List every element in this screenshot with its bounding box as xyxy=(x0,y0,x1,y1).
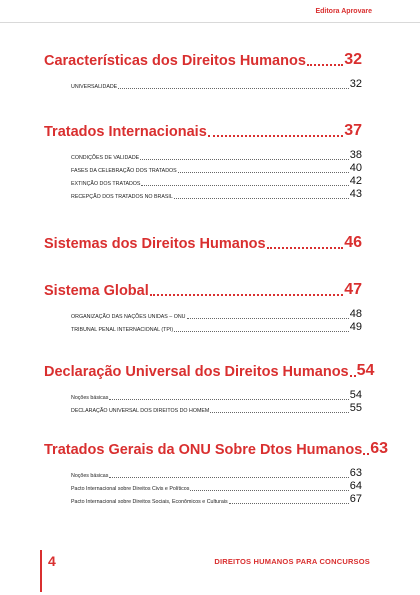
toc-entry[interactable] xyxy=(71,77,362,90)
dot-leader xyxy=(174,330,349,332)
toc-section-heading[interactable] xyxy=(44,52,362,68)
dot-leader xyxy=(229,502,349,504)
entry-title: Pacto Internacional sobre Direitos Civis e Políticos xyxy=(71,486,190,492)
entry-page-number: 64 xyxy=(349,480,362,492)
section-title: Sistema Global xyxy=(44,282,149,299)
dot-leader xyxy=(150,292,343,296)
dot-leader xyxy=(140,158,349,160)
entry-title: DECLARAÇÃO UNIVERSAL DOS DIREITOS DO HOMEM xyxy=(71,408,210,414)
footer-accent-bar xyxy=(40,550,42,592)
dot-leader xyxy=(190,489,348,491)
section-title: Tratados Internacionais xyxy=(44,123,207,140)
section-title: Sistemas dos Direitos Humanos xyxy=(44,235,266,252)
toc-entry-list xyxy=(44,148,362,200)
entry-page-number: 54 xyxy=(349,389,362,401)
dot-leader xyxy=(187,317,349,319)
dot-leader xyxy=(307,62,343,66)
entry-page-number: 40 xyxy=(349,162,362,174)
entry-title: Pacto Internacional sobre Direitos Sociais, Econômicos e Culturais xyxy=(71,499,228,505)
book-title: DIREITOS HUMANOS PARA CONCURSOS xyxy=(214,557,370,566)
dot-leader xyxy=(178,171,349,173)
entry-page-number: 55 xyxy=(349,402,362,414)
entry-title: TRIBUNAL PENAL INTERNACIONAL (TPI) xyxy=(71,327,174,333)
toc-section xyxy=(44,362,375,414)
toc-section xyxy=(44,123,362,200)
dot-leader xyxy=(208,133,343,137)
entry-title: UNIVERSALIDADE xyxy=(71,84,118,90)
toc-section-heading[interactable] xyxy=(44,235,362,251)
toc-entry[interactable] xyxy=(71,187,362,200)
entry-title: FASES DA CELEBRAÇÃO DOS TRATADOS xyxy=(71,168,177,174)
toc-section xyxy=(44,52,362,90)
toc-entry[interactable] xyxy=(71,492,362,505)
toc-section-heading[interactable] xyxy=(44,440,389,458)
entry-page-number: 42 xyxy=(349,175,362,187)
dot-leader xyxy=(210,411,348,413)
section-page-number: 37 xyxy=(344,122,362,139)
toc-section xyxy=(44,440,389,505)
entry-title: RECEPÇÃO DOS TRATADOS NO BRASIL xyxy=(71,194,173,200)
section-title: Características dos Direitos Humanos xyxy=(44,52,306,69)
toc-section-heading[interactable] xyxy=(44,362,375,380)
dot-leader xyxy=(109,476,348,478)
toc-entry-list xyxy=(44,307,362,333)
entry-page-number: 32 xyxy=(349,78,362,90)
toc-entry[interactable] xyxy=(71,466,362,479)
entry-title: ORGANIZAÇÃO DAS NAÇÕES UNIDAS – ONU xyxy=(71,314,186,320)
section-page-number: 32 xyxy=(344,51,362,68)
dot-leader xyxy=(363,451,369,455)
entry-title: EXTINÇÃO DOS TRATADOS xyxy=(71,181,141,187)
section-title: Tratados Gerais da ONU Sobre Dtos Humanos xyxy=(44,441,363,458)
dot-leader xyxy=(350,373,356,377)
toc-section xyxy=(44,235,362,251)
toc-section-heading[interactable] xyxy=(44,123,362,139)
entry-page-number: 67 xyxy=(349,493,362,505)
entry-page-number: 49 xyxy=(349,321,362,333)
dot-leader xyxy=(141,184,348,186)
entry-page-number: 38 xyxy=(349,149,362,161)
section-page-number: 54 xyxy=(356,362,375,379)
toc-entry-list xyxy=(44,388,362,414)
section-page-number: 63 xyxy=(370,440,389,457)
toc-section xyxy=(44,282,362,333)
toc-entry[interactable] xyxy=(71,479,362,492)
dot-leader xyxy=(118,87,349,89)
toc-entry[interactable] xyxy=(71,161,362,174)
entry-page-number: 43 xyxy=(349,188,362,200)
dot-leader xyxy=(174,197,349,199)
section-page-number: 47 xyxy=(344,281,362,298)
entry-title: Noções básicas xyxy=(71,473,109,479)
toc-section-heading[interactable] xyxy=(44,282,362,298)
entry-title: CONDIÇÕES DE VALIDADE xyxy=(71,155,140,161)
table-of-contents xyxy=(44,51,389,505)
entry-page-number: 48 xyxy=(349,308,362,320)
section-title: Declaração Universal dos Direitos Humanos xyxy=(44,363,349,380)
entry-page-number: 63 xyxy=(349,467,362,479)
toc-entry-list xyxy=(44,77,362,90)
toc-entry[interactable] xyxy=(71,401,362,414)
toc-entry[interactable] xyxy=(71,307,362,320)
toc-entry[interactable] xyxy=(71,320,362,333)
entry-title: Noções básicas xyxy=(71,395,109,401)
toc-entry[interactable] xyxy=(71,388,362,401)
page-number: 4 xyxy=(48,553,56,569)
toc-entry[interactable] xyxy=(71,148,362,161)
publisher-name: Editora Aprovare xyxy=(315,8,372,15)
section-page-number: 46 xyxy=(344,234,362,251)
dot-leader xyxy=(109,398,348,400)
dot-leader xyxy=(267,245,344,249)
toc-entry[interactable] xyxy=(71,174,362,187)
toc-entry-list xyxy=(44,466,362,505)
